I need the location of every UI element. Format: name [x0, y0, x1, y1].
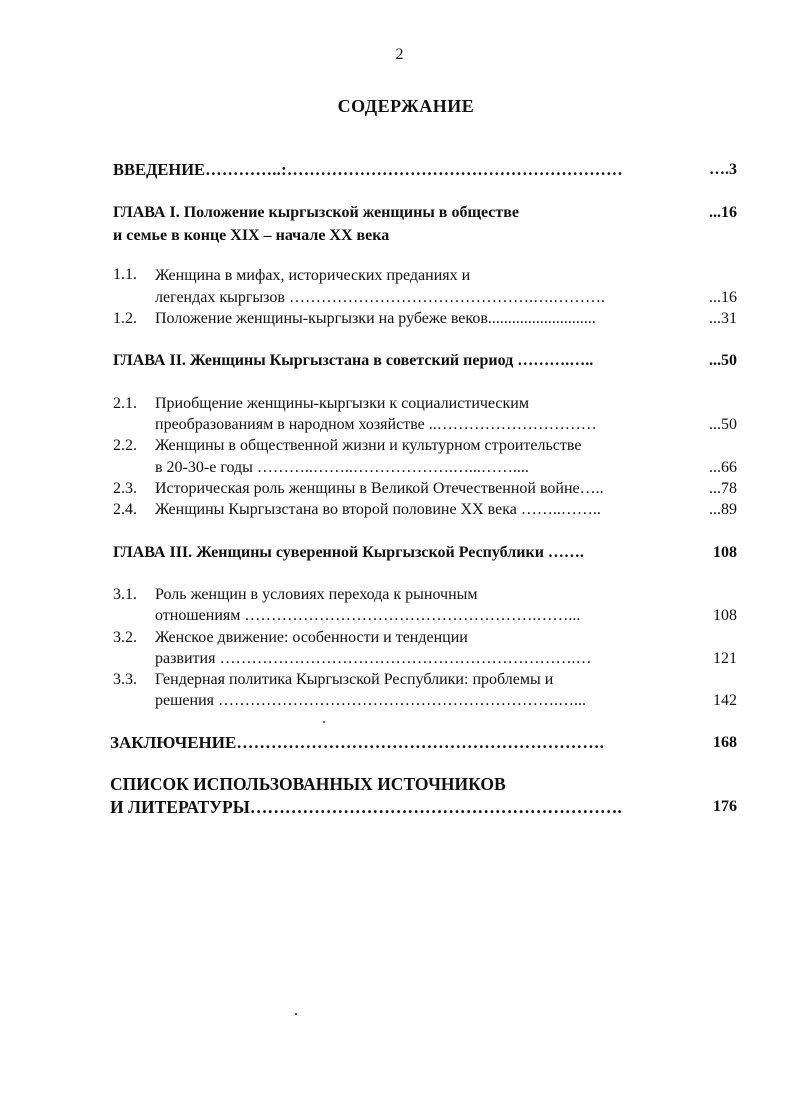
toc-2-4-num: 2.4.: [113, 501, 137, 518]
toc-ch2-page: ...50: [709, 352, 737, 369]
toc-intro-label: ВВЕДЕНИЕ: [113, 160, 206, 179]
toc-intro-page: ….3: [709, 161, 737, 178]
toc-3-2-line2: развития ………………………………………………………….…: [155, 650, 592, 667]
toc-3-2-page: 121: [713, 650, 737, 667]
toc-3-1-page: 108: [713, 607, 737, 624]
toc-ch2-line1: ГЛАВА II. Женщины Кыргызстана в советский период ……….…..: [113, 352, 594, 369]
toc-sources-page: 176: [713, 798, 737, 815]
page-title: СОДЕРЖАНИЕ: [337, 96, 475, 116]
scan-speck: [295, 1013, 297, 1015]
page-number: 2: [395, 46, 404, 63]
toc-ch1-line2: и семье в конце XIX – начале XX века: [113, 227, 390, 244]
toc-1-2-line1: Положение женщины-кыргызки на рубеже веков...........................: [155, 310, 596, 327]
toc-1-2-page: ...31: [709, 310, 737, 327]
toc-3-3-page: 142: [713, 692, 737, 709]
toc-intro-dots: …………..:……………………………………………………: [205, 160, 623, 179]
toc-sources-line2: И ЛИТЕРАТУРЫ……………………………………………………….: [110, 797, 622, 817]
toc-2-2-page: ...66: [709, 459, 737, 476]
toc-1-1-num: 1.1.: [113, 266, 137, 283]
toc-1-2-num: 1.2.: [113, 310, 137, 327]
toc-2-3-line1: Историческая роль женщины в Великой Отечественной войне…..: [155, 480, 604, 497]
toc-3-2-line1: Женское движение: особенности и тенденции: [155, 629, 468, 646]
toc-3-2-num: 3.2.: [113, 629, 137, 646]
toc-ch3-line1: ГЛАВА III. Женщины суверенной Кыргызской Республики …….: [113, 544, 584, 561]
toc-2-1-line2: преобразованиям в народном хозяйстве ..…………………………: [155, 416, 597, 433]
toc-2-1-line1: Приобщение женщины-кыргызки к социалистическим: [155, 395, 529, 412]
toc-ch1-line1: ГЛАВА I. Положение кыргызской женщины в обществе: [113, 204, 519, 221]
toc-2-4-line1: Женщины Кыргызстана во второй половине XX века ……..……..: [155, 501, 601, 518]
toc-ch3-page: 108: [713, 544, 737, 561]
toc-3-1-num: 3.1.: [113, 586, 137, 603]
toc-2-2-line2: в 20-30-е годы ………..……..……………….…...……....: [155, 459, 529, 476]
toc-sources-line1: СПИСОК ИСПОЛЬЗОВАННЫХ ИСТОЧНИКОВ: [110, 774, 506, 794]
toc-ch1-page: ...16: [709, 204, 737, 221]
toc-2-2-num: 2.2.: [113, 437, 137, 454]
toc-conclusion-label: ЗАКЛЮЧЕНИЕ: [110, 733, 237, 752]
toc-2-3-page: ...78: [709, 480, 737, 497]
toc-3-1-line2: отношениям ……………………………………………….……...: [155, 607, 581, 624]
toc-3-3-line1: Гендерная политика Кыргызской Республики: проблемы и: [155, 671, 554, 688]
toc-conclusion-dots: ……………………………………………………….: [236, 733, 605, 752]
toc-1-1-line1: Женщина в мифах, исторических преданиях и: [155, 267, 471, 284]
toc-3-1-line1: Роль женщин в условиях перехода к рыночным: [155, 586, 478, 603]
toc-3-3-num: 3.3.: [113, 671, 137, 688]
scan-speck: [323, 721, 325, 723]
toc-1-1-page: ...16: [709, 289, 737, 306]
toc-1-1-line2: легендах кыргызов ……………………………………….….……….: [155, 289, 605, 306]
toc-3-3-line2: решения ……………………………………………………….…...: [155, 692, 587, 709]
toc-conclusion: [110, 733, 604, 753]
toc-2-1-num: 2.1.: [113, 395, 137, 412]
toc-2-4-page: ...89: [709, 501, 737, 518]
toc-2-3-num: 2.3.: [113, 480, 137, 497]
toc-conclusion-page: 168: [713, 734, 737, 751]
toc-intro: [0, 160, 799, 182]
toc-2-1-page: ...50: [709, 416, 737, 433]
toc-2-2-line1: Женщины в общественной жизни и культурном строительстве: [155, 437, 582, 454]
